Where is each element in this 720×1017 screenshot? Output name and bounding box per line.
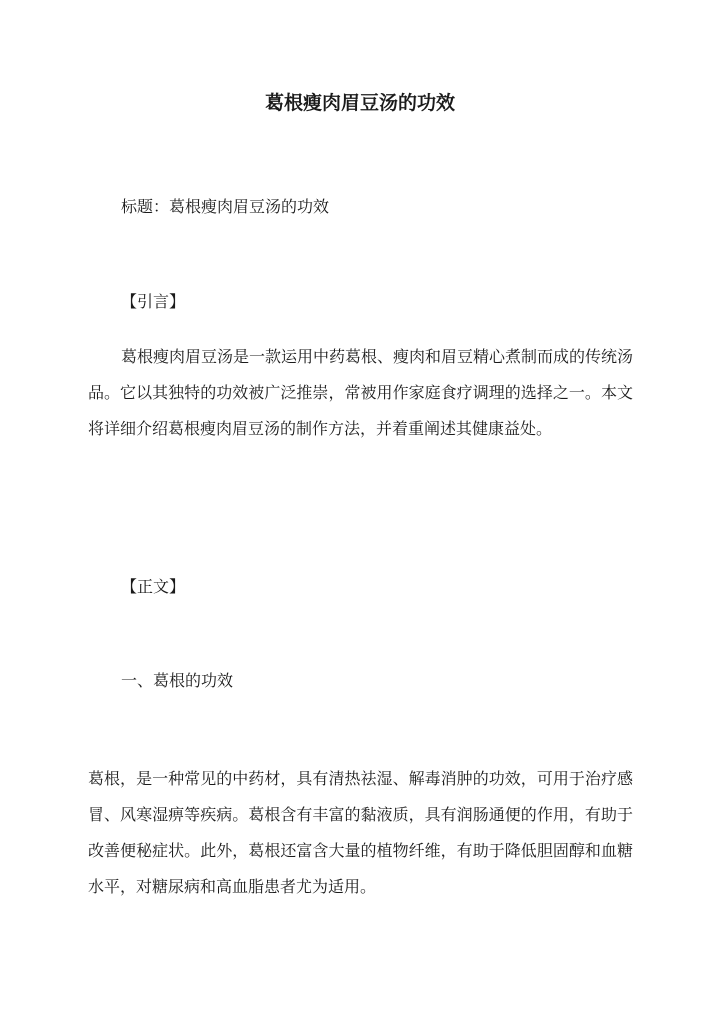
- body-heading: 【正文】: [121, 577, 186, 596]
- intro-heading: 【引言】: [121, 292, 186, 311]
- subtitle-line: 标题：葛根瘦肉眉豆汤的功效: [121, 197, 330, 216]
- document-title: 葛根瘦肉眉豆汤的功效: [264, 92, 455, 114]
- section1-heading: 一、葛根的功效: [121, 671, 234, 690]
- intro-paragraph: 葛根瘦肉眉豆汤是一款运用中药葛根、瘦肉和眉豆精心煮制而成的传统汤品。它以其独特的功效被广泛推崇，常被用作家庭食疗调理的选择之一。本文将详细介绍葛根瘦肉眉豆汤的制作方法，并着重阐述其健康益处。: [88, 347, 634, 438]
- section1-paragraph: 葛根，是一种常见的中药材，具有清热祛湿、解毒消肿的功效，可用于治疗感冒、风寒湿痹等疾病。葛根含有丰富的黏液质，具有润肠通便的作用，有助于改善便秘症状。此外，葛根还富含大量的植物纤维，有助于降低胆固醇和血糖水平，对糖尿病和高血脂患者尤为适用。: [88, 769, 633, 896]
